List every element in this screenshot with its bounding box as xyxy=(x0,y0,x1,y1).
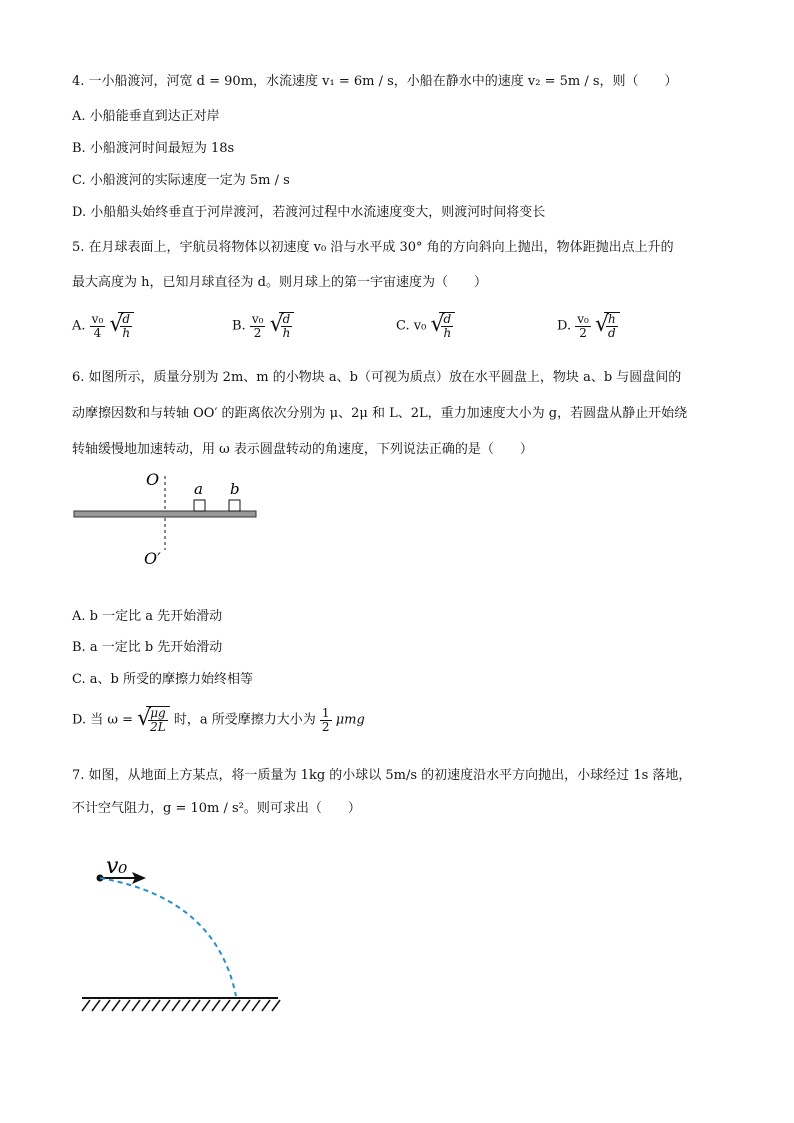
q4-option-a: A. 小船能垂直到达正对岸 xyxy=(72,109,220,124)
q5-stem-line2: 最大高度为 h，已知月球直径为 d。则月球上的第一宇宙速度为（ ） xyxy=(72,275,487,290)
q7-label-v0: v₀ xyxy=(106,854,128,879)
q7-projectile-figure xyxy=(76,848,286,1018)
q6-stem-line3: 转轴缓慢地加速转动，用 ω 表示圆盘转动的角速度，下列说法正确的是（ ） xyxy=(72,442,533,457)
q6-option-b: B. a 一定比 b 先开始滑动 xyxy=(72,640,223,655)
q6-label-b: b xyxy=(230,480,240,498)
q5-option-a-label: A. xyxy=(72,318,86,334)
q6-label-O: O xyxy=(146,470,160,489)
q5-option-b-label: B. xyxy=(232,318,246,334)
q5-option-c: C. v₀ √ $\frac{d}{h}$ xyxy=(396,312,455,340)
q4-option-c: C. 小船渡河的实际速度一定为 5m / s xyxy=(72,173,290,188)
q6-option-c: C. a、b 所受的摩擦力始终相等 xyxy=(72,672,253,687)
q5-option-d: D. $\frac{\text{v₀}}{2}$ √ $\frac{h}{d}$ xyxy=(557,312,620,340)
q6-label-O-prime: O′ xyxy=(144,549,161,568)
q6-label-a: a xyxy=(194,480,203,498)
q7-ground-hatching xyxy=(82,1000,280,1011)
q6-disk xyxy=(74,511,256,517)
q6-block-b xyxy=(229,500,240,511)
q6-option-a: A. b 一定比 a 先开始滑动 xyxy=(72,609,223,624)
q7-stem-line2: 不计空气阻力，g = 10m / s²。则可求出（ ） xyxy=(72,801,361,816)
q6-disk-figure xyxy=(70,468,270,573)
q6-stem-line1: 6. 如图所示，质量分别为 2m、m 的小物块 a、b（可视为质点）放在水平圆盘上，物块 a、b 与圆盘间的 xyxy=(72,370,682,385)
q5-option-d-label: D. xyxy=(557,318,572,334)
q5-option-c-label: C. xyxy=(396,318,410,334)
q6-stem-line2: 动摩擦因数和与转轴 OO′ 的距离依次分别为 μ、2μ 和 L、2L，重力加速度大小为 g，若圆盘从静止开始绕 xyxy=(72,406,688,421)
q4-stem: 4. 一小船渡河，河宽 d = 90m，水流速度 v₁ = 6m / s，小船在静水中的速度 v₂ = 5m / s，则（ ） xyxy=(72,74,678,89)
q7-stem-line1: 7. 如图，从地面上方某点，将一质量为 1kg 的小球以 5m/s 的初速度沿水平方向抛出，小球经过 1s 落地， xyxy=(72,768,692,783)
q4-option-b: B. 小船渡河时间最短为 18s xyxy=(72,141,235,156)
q6-block-a xyxy=(194,500,205,511)
q5-option-b: B. $\frac{\text{v₀}}{2}$ √ $\frac{d}{h}$ xyxy=(232,312,294,340)
q7-trajectory xyxy=(100,878,236,996)
q5-option-a: A. $\frac{\text{v₀}}{4}$ √ $\frac{d}{h}$ xyxy=(72,312,134,340)
q5-stem-line1: 5. 在月球表面上，宇航员将物体以初速度 v₀ 沿与水平成 30° 角的方向斜向上抛出，物体距抛出点上升的 xyxy=(72,240,674,255)
q6-option-d: D. 当 ω = √ $\frac{\mu g}{2L}$ 时，a 所受摩擦力大小为 $\frac{1}{2}$ μmg xyxy=(72,705,365,734)
q4-option-d: D. 小船船头始终垂直于河岸渡河，若渡河过程中水流速度变大，则渡河时间将变长 xyxy=(72,205,546,220)
